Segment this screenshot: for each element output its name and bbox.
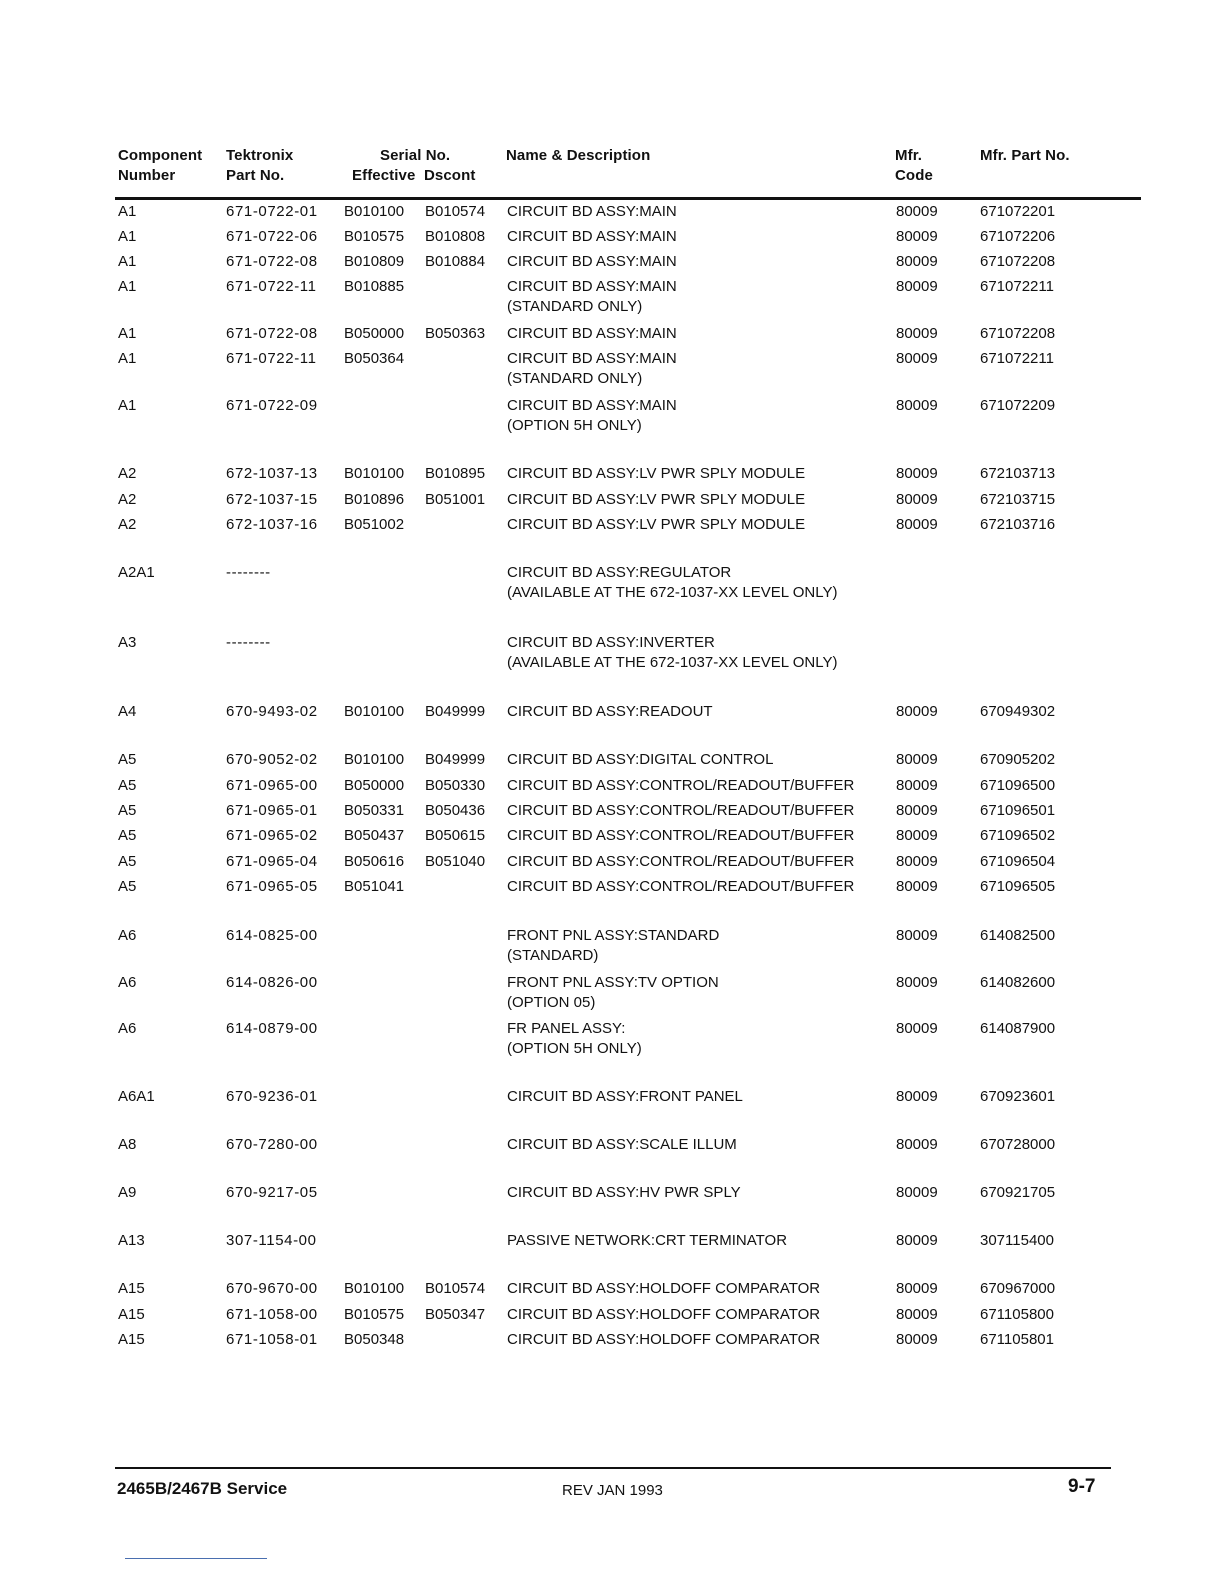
cell-part: 671-0722-08 — [226, 253, 318, 270]
header-tektronix-part: Tektronix Part No. — [226, 147, 294, 184]
cell-code: 80009 — [896, 878, 938, 895]
cell-eff: B050348 — [344, 1331, 405, 1348]
cell-part: 670-9052-02 — [226, 751, 318, 768]
cell-eff: B051002 — [344, 516, 405, 533]
cell-dis: B050436 — [425, 802, 486, 819]
cell-part: 670-7280-00 — [226, 1136, 318, 1153]
cell-code: 80009 — [896, 325, 938, 342]
cell-part: 672-1037-16 — [226, 516, 318, 533]
cell-mpn: 670905202 — [980, 751, 1056, 768]
cell-code: 80009 — [896, 827, 938, 844]
cell-desc: CIRCUIT BD ASSY:INVERTER — [507, 634, 715, 651]
cell-eff: B010100 — [344, 465, 405, 482]
cell-comp: A5 — [118, 777, 137, 794]
cell-code: 80009 — [896, 397, 938, 414]
cell-comp: A5 — [118, 853, 137, 870]
cell-desc: CIRCUIT BD ASSY:CONTROL/READOUT/BUFFER — [507, 878, 855, 895]
cell-desc: CIRCUIT BD ASSY:MAIN — [507, 325, 677, 342]
cell-code: 80009 — [896, 751, 938, 768]
cell-comp: A6 — [118, 974, 137, 991]
cell-desc: CIRCUIT BD ASSY:MAIN — [507, 253, 677, 270]
cell-desc: CIRCUIT BD ASSY:CONTROL/READOUT/BUFFER — [507, 802, 855, 819]
cell-desc: CIRCUIT BD ASSY:CONTROL/READOUT/BUFFER — [507, 777, 855, 794]
cell-mpn: 671105800 — [980, 1306, 1054, 1323]
cell-eff: B010885 — [344, 278, 405, 295]
cell-part: 671-0965-01 — [226, 802, 318, 819]
cell-part: 671-0722-01 — [226, 203, 318, 220]
cell-desc: CIRCUIT BD ASSY:CONTROL/READOUT/BUFFER — [507, 853, 855, 870]
cell-mpn: 671072211 — [980, 278, 1054, 295]
cell-dis: B049999 — [425, 703, 486, 720]
cell-eff: B051041 — [344, 878, 405, 895]
cell-desc: PASSIVE NETWORK:CRT TERMINATOR — [507, 1232, 788, 1249]
cell-part: 672-1037-15 — [226, 491, 318, 508]
header-name-description: Name & Description — [506, 147, 651, 164]
cell-code: 80009 — [896, 1020, 938, 1037]
header-mfr-part-no: Mfr. Part No. — [980, 147, 1070, 164]
cell-comp: A2 — [118, 465, 137, 482]
cell-eff: B010575 — [344, 228, 405, 245]
cell-desc: CIRCUIT BD ASSY:MAIN — [507, 397, 677, 414]
cell-desc-line2: (STANDARD ONLY) — [507, 298, 643, 315]
footer-revision: REV JAN 1993 — [562, 1482, 663, 1499]
cell-code: 80009 — [896, 703, 938, 720]
cell-dis: B050363 — [425, 325, 486, 342]
cell-code: 80009 — [896, 465, 938, 482]
cell-desc: CIRCUIT BD ASSY:SCALE ILLUM — [507, 1136, 737, 1153]
cell-code: 80009 — [896, 777, 938, 794]
cell-mpn: 672103715 — [980, 491, 1056, 508]
cell-mpn: 670949302 — [980, 703, 1056, 720]
cell-dis: B050330 — [425, 777, 486, 794]
cell-mpn: 614082500 — [980, 927, 1056, 944]
cell-dis: B049999 — [425, 751, 486, 768]
cell-comp: A15 — [118, 1280, 145, 1297]
cell-mpn: 672103713 — [980, 465, 1056, 482]
cell-desc: CIRCUIT BD ASSY:LV PWR SPLY MODULE — [507, 491, 806, 508]
cell-mpn: 614082600 — [980, 974, 1056, 991]
cell-desc: CIRCUIT BD ASSY:FRONT PANEL — [507, 1088, 743, 1105]
cell-part: -------- — [226, 634, 271, 651]
cell-part: 614-0825-00 — [226, 927, 318, 944]
cell-desc: CIRCUIT BD ASSY:HOLDOFF COMPARATOR — [507, 1280, 821, 1297]
cell-comp: A1 — [118, 350, 137, 367]
cell-comp: A5 — [118, 878, 137, 895]
cell-eff: B050331 — [344, 802, 405, 819]
cell-code: 80009 — [896, 802, 938, 819]
cell-code: 80009 — [896, 1136, 938, 1153]
cell-comp: A1 — [118, 397, 137, 414]
cell-code: 80009 — [896, 1331, 938, 1348]
cell-comp: A3 — [118, 634, 137, 651]
cell-desc: FRONT PNL ASSY:TV OPTION — [507, 974, 719, 991]
cell-part: 671-0965-04 — [226, 853, 318, 870]
cell-eff: B010575 — [344, 1306, 405, 1323]
cell-code: 80009 — [896, 853, 938, 870]
cell-dis: B010574 — [425, 203, 486, 220]
cell-code: 80009 — [896, 1184, 938, 1201]
cell-mpn: 670728000 — [980, 1136, 1056, 1153]
cell-code: 80009 — [896, 253, 938, 270]
cell-mpn: 614087900 — [980, 1020, 1056, 1037]
cell-desc: FRONT PNL ASSY:STANDARD — [507, 927, 720, 944]
cell-mpn: 671096504 — [980, 853, 1056, 870]
cell-dis: B010895 — [425, 465, 486, 482]
cell-mpn: 671096502 — [980, 827, 1056, 844]
cell-code: 80009 — [896, 203, 938, 220]
cell-part: 614-0879-00 — [226, 1020, 318, 1037]
cell-comp: A5 — [118, 802, 137, 819]
cell-part: 672-1037-13 — [226, 465, 318, 482]
cell-comp: A6 — [118, 1020, 137, 1037]
cell-code: 80009 — [896, 1088, 938, 1105]
cell-eff: B050616 — [344, 853, 405, 870]
cell-comp: A5 — [118, 827, 137, 844]
cell-mpn: 671096501 — [980, 802, 1056, 819]
cell-dis: B050615 — [425, 827, 486, 844]
cell-part: 670-9236-01 — [226, 1088, 318, 1105]
cell-comp: A1 — [118, 203, 137, 220]
cell-code: 80009 — [896, 974, 938, 991]
cell-eff: B010100 — [344, 751, 405, 768]
cell-code: 80009 — [896, 278, 938, 295]
cell-desc-line2: (OPTION 5H ONLY) — [507, 417, 642, 434]
cell-mpn: 671072206 — [980, 228, 1056, 245]
cell-desc: CIRCUIT BD ASSY:DIGITAL CONTROL — [507, 751, 774, 768]
cell-part: 671-0722-11 — [226, 350, 317, 367]
header-serial-no: Serial No. Effective Dscont — [352, 147, 476, 184]
cell-comp: A1 — [118, 228, 137, 245]
cell-desc-line2: (AVAILABLE AT THE 672-1037-XX LEVEL ONLY) — [507, 584, 838, 601]
cell-mpn: 671072201 — [980, 203, 1056, 220]
cell-comp: A13 — [118, 1232, 145, 1249]
cell-part: 670-9217-05 — [226, 1184, 318, 1201]
cell-comp: A5 — [118, 751, 137, 768]
cell-desc-line2: (OPTION 5H ONLY) — [507, 1040, 642, 1057]
cell-desc: CIRCUIT BD ASSY:MAIN — [507, 228, 677, 245]
header-component: Component Number — [118, 147, 203, 184]
cell-eff: B010809 — [344, 253, 405, 270]
cell-part: 307-1154-00 — [226, 1232, 317, 1249]
cell-code: 80009 — [896, 927, 938, 944]
cell-desc-line2: (STANDARD ONLY) — [507, 370, 643, 387]
cell-desc: CIRCUIT BD ASSY:CONTROL/READOUT/BUFFER — [507, 827, 855, 844]
footer-manual-title: 2465B/2467B Service — [117, 1479, 288, 1498]
footer-page-number: 9-7 — [1068, 1476, 1096, 1497]
cell-eff: B050000 — [344, 325, 405, 342]
header-rule — [115, 197, 1141, 200]
footer-rule — [115, 1467, 1111, 1469]
cell-code: 80009 — [896, 491, 938, 508]
cell-mpn: 672103716 — [980, 516, 1056, 533]
cell-desc: CIRCUIT BD ASSY:HOLDOFF COMPARATOR — [507, 1331, 821, 1348]
cell-part: 671-0722-11 — [226, 278, 317, 295]
cell-eff: B010100 — [344, 203, 405, 220]
cell-mpn: 670923601 — [980, 1088, 1056, 1105]
cell-mpn: 670967000 — [980, 1280, 1056, 1297]
cell-code: 80009 — [896, 350, 938, 367]
cell-desc: CIRCUIT BD ASSY:MAIN — [507, 278, 677, 295]
cell-desc: CIRCUIT BD ASSY:READOUT — [507, 703, 713, 720]
cell-comp: A2 — [118, 491, 137, 508]
cell-mpn: 671072211 — [980, 350, 1054, 367]
cell-code: 80009 — [896, 1306, 938, 1323]
header-mfr-code: Mfr. Code — [895, 147, 933, 184]
cell-desc-line2: (STANDARD) — [507, 947, 599, 964]
cell-desc: CIRCUIT BD ASSY:LV PWR SPLY MODULE — [507, 465, 806, 482]
cell-part: 670-9670-00 — [226, 1280, 318, 1297]
cell-eff: B050437 — [344, 827, 405, 844]
cell-part: 671-0965-00 — [226, 777, 318, 794]
cell-desc: CIRCUIT BD ASSY:MAIN — [507, 203, 677, 220]
cell-comp: A2 — [118, 516, 137, 533]
cell-code: 80009 — [896, 1232, 938, 1249]
cell-eff: B050000 — [344, 777, 405, 794]
cell-code: 80009 — [896, 516, 938, 533]
cell-eff: B010100 — [344, 1280, 405, 1297]
cell-desc: CIRCUIT BD ASSY:MAIN — [507, 350, 677, 367]
cell-dis: B050347 — [425, 1306, 486, 1323]
cell-comp: A1 — [118, 325, 137, 342]
cell-comp: A1 — [118, 253, 137, 270]
cell-desc: CIRCUIT BD ASSY:HOLDOFF COMPARATOR — [507, 1306, 821, 1323]
cell-code: 80009 — [896, 228, 938, 245]
cell-dis: B010574 — [425, 1280, 486, 1297]
cell-dis: B051001 — [425, 491, 486, 508]
cell-part: 671-0722-06 — [226, 228, 318, 245]
cell-mpn: 671072208 — [980, 325, 1056, 342]
cell-eff: B010100 — [344, 703, 405, 720]
cell-part: 671-1058-00 — [226, 1306, 318, 1323]
cell-part: 671-0965-05 — [226, 878, 318, 895]
cell-desc: CIRCUIT BD ASSY:LV PWR SPLY MODULE — [507, 516, 806, 533]
cell-comp: A15 — [118, 1306, 145, 1323]
cell-mpn: 671096500 — [980, 777, 1056, 794]
cell-comp: A6 — [118, 927, 137, 944]
cell-code: 80009 — [896, 1280, 938, 1297]
cell-eff: B010896 — [344, 491, 405, 508]
cell-part: 670-9493-02 — [226, 703, 318, 720]
cell-desc: CIRCUIT BD ASSY:HV PWR SPLY — [507, 1184, 741, 1201]
cell-desc: CIRCUIT BD ASSY:REGULATOR — [507, 564, 732, 581]
cell-part: 671-0722-08 — [226, 325, 318, 342]
cell-desc: FR PANEL ASSY: — [507, 1020, 626, 1037]
cell-dis: B010884 — [425, 253, 486, 270]
cell-mpn: 671072209 — [980, 397, 1056, 414]
cell-part: 614-0826-00 — [226, 974, 318, 991]
cell-eff: B050364 — [344, 350, 405, 367]
cell-desc-line2: (AVAILABLE AT THE 672-1037-XX LEVEL ONLY) — [507, 654, 838, 671]
cell-comp: A1 — [118, 278, 137, 295]
cell-mpn: 671096505 — [980, 878, 1056, 895]
cell-part: -------- — [226, 564, 271, 581]
cell-mpn: 671072208 — [980, 253, 1056, 270]
cell-mpn: 307115400 — [980, 1232, 1054, 1249]
cell-comp: A15 — [118, 1331, 145, 1348]
scan-mark — [125, 1558, 267, 1559]
cell-dis: B010808 — [425, 228, 486, 245]
cell-comp: A9 — [118, 1184, 137, 1201]
cell-comp: A4 — [118, 703, 137, 720]
cell-comp: A2A1 — [118, 564, 155, 581]
cell-mpn: 670921705 — [980, 1184, 1056, 1201]
cell-dis: B051040 — [425, 853, 486, 870]
cell-part: 671-0965-02 — [226, 827, 318, 844]
cell-part: 671-1058-01 — [226, 1331, 318, 1348]
cell-comp: A8 — [118, 1136, 137, 1153]
cell-comp: A6A1 — [118, 1088, 155, 1105]
cell-desc-line2: (OPTION 05) — [507, 994, 596, 1011]
cell-mpn: 671105801 — [980, 1331, 1054, 1348]
cell-part: 671-0722-09 — [226, 397, 318, 414]
